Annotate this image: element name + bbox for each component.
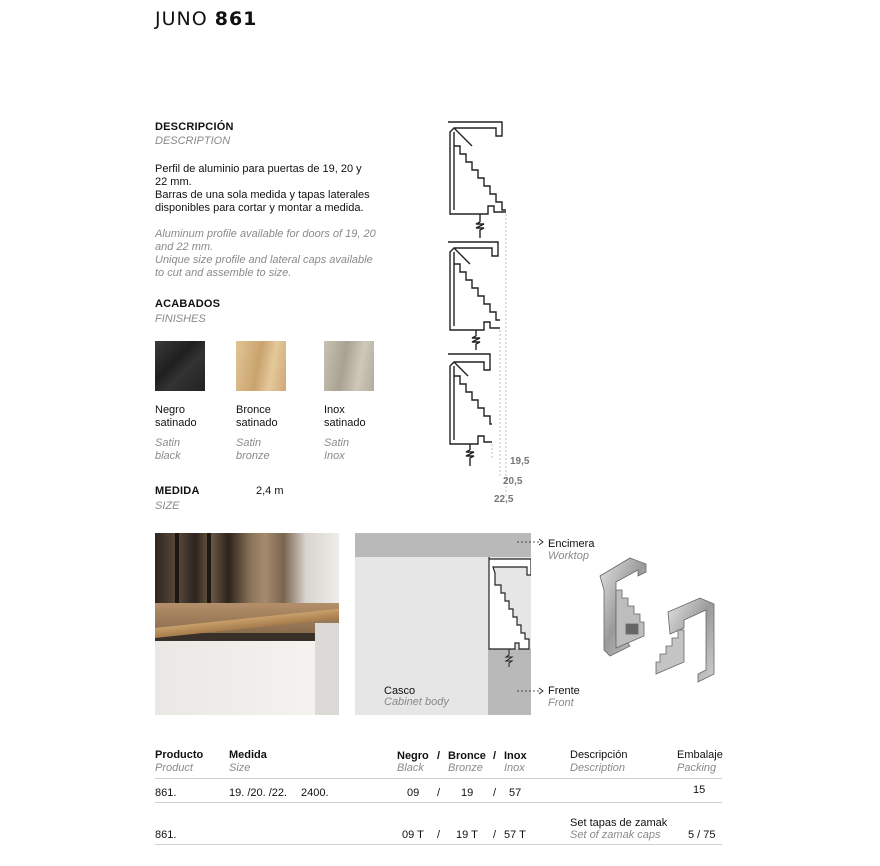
- desc-line: Perfil de aluminio para puertas de 19, 20 y: [155, 163, 362, 175]
- row-sep: /: [493, 829, 497, 841]
- row-sep: /: [437, 787, 441, 799]
- finish-name-en: Satin: [236, 437, 262, 449]
- table-divider: [155, 778, 722, 779]
- row1-bronze: 19: [461, 787, 474, 799]
- th-inox-en: Inox: [504, 762, 525, 774]
- row2-inox: 57 T: [504, 829, 526, 841]
- swatch-color: [324, 341, 374, 391]
- row-sep: /: [493, 787, 497, 799]
- swatch-color: [155, 341, 205, 391]
- th-size: Medida: [229, 749, 267, 761]
- th-bronze-en: Bronze: [448, 762, 483, 774]
- row2-description: Set tapas de zamak: [570, 817, 668, 829]
- finish-name-en: Satin: [155, 437, 181, 449]
- desc-line: Barras de una sola medida y tapas laterales: [155, 189, 370, 201]
- th-inox: Inox: [504, 750, 527, 762]
- finishes-heading-en: FINISHES: [155, 313, 206, 325]
- description-heading-en: DESCRIPTION: [155, 135, 231, 147]
- th-description-en: Description: [570, 762, 626, 774]
- desc-line-en: to cut and assemble to size.: [155, 267, 292, 279]
- th-description: Descripción: [570, 749, 628, 761]
- row1-product: 861.: [155, 787, 177, 799]
- callout-worktop: Encimera: [548, 538, 595, 550]
- desc-line-en: and 22 mm.: [155, 241, 214, 253]
- kitchen-photo: [155, 533, 339, 715]
- zamak-caps-image: [590, 550, 725, 710]
- callout-front: Frente: [548, 685, 580, 697]
- callout-front-en: Front: [548, 697, 574, 709]
- finish-name: Bronce: [236, 404, 271, 416]
- desc-line-en: Aluminum profile available for doors of 19, 20: [155, 228, 376, 240]
- th-size-en: Size: [229, 762, 251, 774]
- installation-diagram: [355, 533, 531, 715]
- finish-name-en: Satin: [324, 437, 350, 449]
- callout-body-en: Cabinet body: [384, 696, 449, 708]
- size-heading: MEDIDA: [155, 485, 200, 497]
- finish-name-en: black: [155, 450, 181, 462]
- row-sep: /: [437, 829, 441, 841]
- callout-body: Casco: [384, 685, 416, 697]
- finish-name: satinado: [324, 417, 366, 429]
- th-sep: /: [493, 750, 497, 762]
- th-black: Negro: [397, 750, 429, 762]
- title-prefix: JUNO: [155, 8, 208, 30]
- row2-description-en: Set of zamak caps: [570, 829, 661, 841]
- th-packing-en: Packing: [677, 762, 717, 774]
- size-value: 2,4 m: [256, 485, 284, 497]
- swatch-color: [236, 341, 286, 391]
- th-product: Producto: [155, 749, 204, 761]
- dimension-22-5: 22,5: [494, 494, 514, 505]
- finish-name-en: Inox: [324, 450, 345, 462]
- finishes-heading: ACABADOS: [155, 298, 221, 310]
- row1-black: 09: [407, 787, 420, 799]
- th-packing: Embalaje: [677, 749, 723, 761]
- finish-name: satinado: [236, 417, 278, 429]
- th-black-en: Black: [397, 762, 424, 774]
- worktop-block: [355, 533, 531, 557]
- th-product-en: Product: [155, 762, 193, 774]
- profile-drawings: [440, 118, 540, 498]
- row2-bronze: 19 T: [456, 829, 478, 841]
- description-text-en: [155, 228, 385, 280]
- row2-product: 861.: [155, 829, 177, 841]
- dimension-19-5: 19,5: [510, 456, 530, 467]
- finish-swatch-inox: [324, 341, 374, 463]
- page-title: [155, 8, 257, 30]
- th-sep: /: [437, 750, 441, 762]
- row1-inox: 57: [509, 787, 522, 799]
- row1-length: 2400.: [301, 787, 329, 799]
- finish-name-en: bronze: [236, 450, 270, 462]
- desc-line: disponibles para cortar y montar a medida.: [155, 202, 364, 214]
- size-heading-en: SIZE: [155, 500, 180, 512]
- row2-packing: 5 / 75: [688, 829, 716, 841]
- finish-swatch-black: [155, 341, 205, 463]
- dimension-20-5: 20,5: [503, 476, 523, 487]
- description-heading: DESCRIPCIÓN: [155, 121, 234, 133]
- finish-name: satinado: [155, 417, 197, 429]
- table-divider: [155, 802, 722, 803]
- row1-packing: 15: [693, 784, 706, 796]
- callout-arrows: [515, 535, 547, 705]
- callout-worktop-en: Worktop: [548, 550, 589, 562]
- finish-name: Inox: [324, 404, 345, 416]
- table-divider: [155, 844, 722, 845]
- finish-swatch-bronze: [236, 341, 286, 463]
- th-bronze: Bronce: [448, 750, 486, 762]
- desc-line: 22 mm.: [155, 176, 192, 188]
- description-text-es: [155, 163, 380, 215]
- title-model: 861: [214, 8, 258, 30]
- finish-name: Negro: [155, 404, 185, 416]
- row2-black: 09 T: [402, 829, 424, 841]
- row1-sizes: 19. /20. /22.: [229, 787, 288, 799]
- desc-line-en: Unique size profile and lateral caps available: [155, 254, 373, 266]
